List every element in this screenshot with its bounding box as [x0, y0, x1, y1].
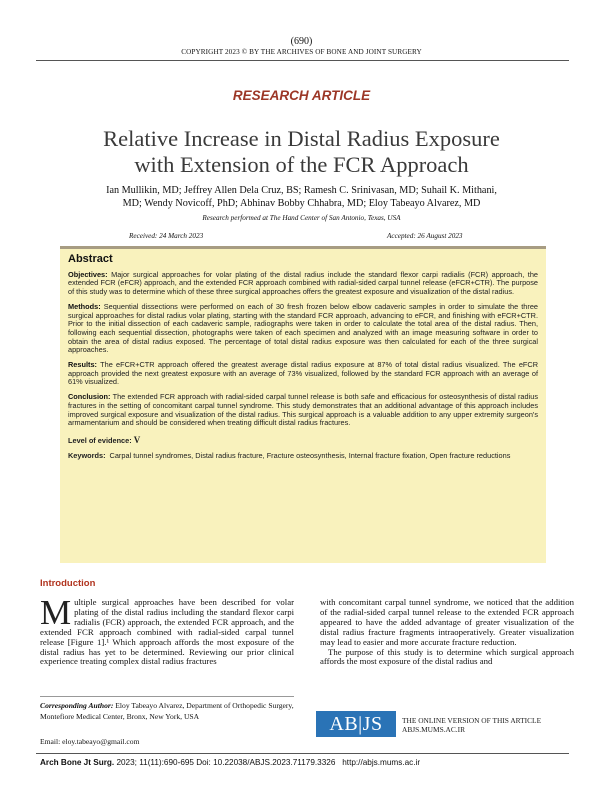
authors-line-1: Ian Mullikin, MD; Jeffrey Allen Dela Cruz, BS; Ramesh C. Srinivasan, MD; Suhail K. Mithani,	[106, 185, 497, 196]
abstract-results	[68, 361, 538, 387]
journal-logo: AB|JS	[316, 711, 396, 737]
received-date: Received: 24 March 2023	[129, 232, 204, 240]
page-number: (690)	[290, 36, 313, 47]
level-of-evidence	[68, 436, 538, 446]
corr-email: Email: eloy.tabeayo@gmail.com	[40, 737, 140, 746]
abstract-conclusion	[68, 393, 538, 428]
footer-journal: Arch Bone Jt Surg.	[40, 758, 115, 767]
methods-label: Methods:	[68, 301, 101, 311]
online-version-note	[402, 716, 582, 734]
authors-line-2: MD; Wendy Novicoff, PhD; Abhinav Bobby Chhabra, MD; Eloy Tabeayo Alvarez, MD	[122, 198, 481, 209]
introduction-heading: Introduction	[40, 578, 96, 589]
accepted-date: Accepted: 26 August 2023	[387, 232, 463, 240]
keywords-label: Keywords:	[68, 450, 106, 460]
drop-cap: M	[40, 593, 72, 632]
abstract-methods	[68, 303, 538, 355]
level-label: Level of evidence:	[68, 435, 132, 445]
footer-divider	[36, 753, 569, 754]
footer-url[interactable]: http://abjs.mums.ac.ir	[342, 758, 421, 767]
corr-text: Eloy Tabeayo Alvarez, Department of Orthopedic Surgery, Montefiore Medical Center, Bronx, New York, USA	[40, 701, 294, 721]
intro-right-p2: The purpose of this study is to determine which surgical approach affords the most exposure of the distal radius and	[320, 646, 574, 667]
article-title	[40, 126, 563, 178]
footer-citation-text: 2023; 11(11):690-695 Doi: 10.22038/ABJS.2023.71179.3326	[116, 758, 336, 767]
corresponding-author	[40, 700, 294, 722]
abstract-heading: Abstract	[68, 253, 113, 265]
online-line-1: THE ONLINE VERSION OF THIS ARTICLE	[402, 716, 542, 725]
footer-citation	[40, 758, 580, 767]
keywords	[68, 452, 538, 461]
results-label: Results:	[68, 360, 97, 370]
title-line-2: with Extension of the FCR Approach	[134, 152, 469, 177]
online-line-2: ABJS.MUMS.AC.IR	[402, 725, 466, 734]
conclusion-text: The extended FCR approach with radial-sided carpal tunnel release is both safe and efficacious for osteosynthesis of distal radius fractures in the setting of concomitant carpal tunnel syndrome. This study demonstrates that an additional advantage of this approach includes improved surgical exposure and visualization of the distal radius. This surgical approach is a valuable addition to any upper extremity surgeon's armamentarium and should be considered when treating difficult distal radius fractures.	[68, 392, 538, 428]
header-divider	[36, 60, 569, 61]
intro-right-column	[320, 598, 574, 667]
keywords-text: Carpal tunnel syndromes, Distal radius fracture, Fracture osteosynthesis, Internal fracture fixation, Open fracture reductions	[109, 450, 511, 460]
footnote-divider	[40, 696, 294, 697]
objectives-label: Objectives:	[68, 269, 108, 279]
copyright-line: COPYRIGHT 2023 © BY THE ARCHIVES OF BONE AND JOINT SURGERY	[181, 48, 422, 56]
intro-right-p1: with concomitant carpal tunnel syndrome, we noticed that the addition of the radial-sided carpal tunnel release to the extended FCR approach appeared to have the added advantage of greater visualization of the distal radius fracture fragments intraoperatively. Greater visualization may lead to easier and more accurate fracture reduction.	[320, 597, 574, 647]
abstract-objectives	[68, 271, 538, 297]
objectives-text: Major surgical approaches for volar plating of the distal radius include the standard flexor carpi radialis (FCR) approach, the extended FCR (eFCR) approach, and the extended FCR approach combined with radial-sided carpal tunnel release (eFCR+CTR). The purpose of this study was to determine which of these three surgical approaches offers the greatest exposure and visualization of the distal radius.	[68, 269, 538, 297]
performed-at: Research performed at The Hand Center of San Antonio, Texas, USA	[202, 214, 401, 222]
intro-left-text: ultiple surgical approaches have been described for volar plating of the distal radius including the standard flexor carpi radialis (FCR) approach, the extended FCR approach, and the extended FCR approach combined with radial-sided carpal tunnel release [Figure 1].¹ Which approach affords the most exposure of the distal radius has yet to be determined. Reviewing our prior clinical experience treating complex distal radius fractures	[40, 597, 294, 667]
author-list	[60, 184, 543, 210]
article-type: RESEARCH ARTICLE	[232, 88, 371, 103]
level-value: V	[133, 434, 141, 445]
title-line-1: Relative Increase in Distal Radius Exposure	[103, 126, 500, 151]
abstract-box	[60, 246, 546, 563]
intro-left-column	[40, 593, 294, 667]
methods-text: Sequential dissections were performed on each of 30 fresh frozen below elbow cadaveric samples in order to simulate the three surgical approaches for distal radius volar plating, starting with the standard FCR approach, advancing to eFCR, and finishing with eFCR+CTR. Prior to the initial dissection of each cadaveric sample, radiographs were taken in order to calculate the total area of the distal radius. Then, following each sequential dissection, photographs were taken of each specimen and analyzed with an image measuring software in order to obtain the area of distal radius exposed. The percentage of total distal radius exposure was then calculated for each of the three surgical approaches.	[68, 301, 538, 355]
results-text: The eFCR+CTR approach offered the greatest average distal radius exposure at 87% of total distal radius visualized. The eFCR approach provided the next greatest exposure with an average of 73% visualized, followed by the standard FCR approach with an average of 61% visualized.	[68, 360, 538, 387]
conclusion-label: Conclusion:	[68, 392, 111, 402]
corr-label: Corresponding Author:	[40, 701, 114, 710]
